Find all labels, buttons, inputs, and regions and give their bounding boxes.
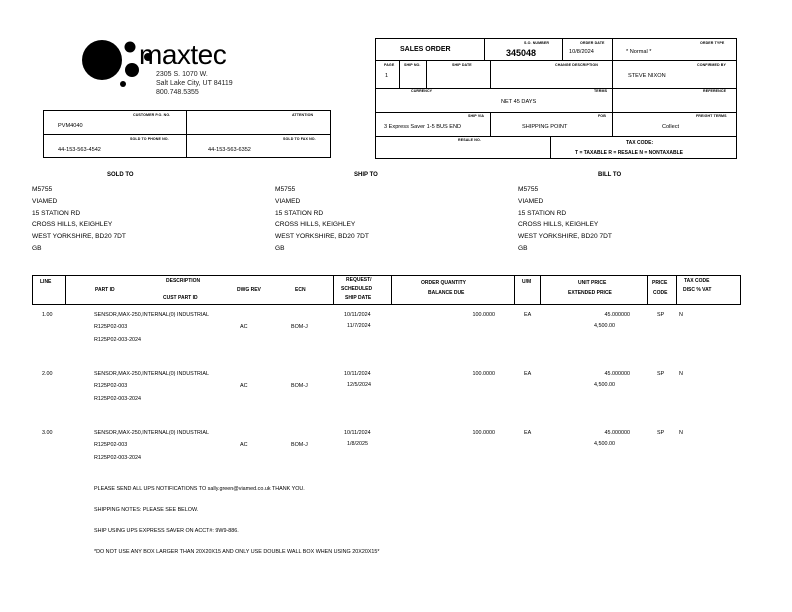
row-line-number: 2.00: [42, 371, 53, 377]
address-line: WEST YORKSHIRE, BD20 7DT: [32, 233, 126, 241]
ship-via-value: 3 Express Saver 1-5 BUS END: [384, 124, 462, 130]
company-address-line2: Salt Lake City, UT 84119: [156, 80, 233, 87]
sold-to-fax-label: SOLD TO FAX NO.: [283, 137, 316, 141]
currency-label: CURRENCY: [411, 89, 433, 93]
order-type-value: * Normal *: [626, 49, 652, 55]
col-request-header-3: SHIP DATE: [345, 295, 372, 301]
customer-po-value: PVM4040: [58, 123, 83, 129]
row-line-number: 1.00: [42, 312, 53, 318]
col-order-qty-header: ORDER QUANTITY: [421, 280, 466, 286]
sold-to-phone-value: 44-153-563-4542: [58, 147, 101, 153]
address-line: WEST YORKSHIRE, BD20 7DT: [275, 233, 369, 241]
order-type-label: ORDER TYPE: [700, 41, 725, 45]
row-dwg-rev: AC: [240, 324, 248, 330]
col-um-header: U/M: [522, 279, 532, 285]
row-um: EA: [524, 312, 532, 318]
address-line: VIAMED: [32, 197, 58, 205]
row-quantity: 100.0000: [472, 371, 495, 377]
col-cust-part-id-header: CUST PART ID: [163, 295, 198, 301]
col-line-header: LINE: [40, 279, 52, 285]
note-box-size: *DO NOT USE ANY BOX LARGER THAN 20X20X15 AND ONLY USE DOUBLE WALL BOX WHEN USING 20X20X15*: [94, 549, 380, 555]
address-line: 15 STATION RD: [518, 209, 567, 217]
ship-to-address: [275, 184, 369, 255]
reference-label: REFERENCE: [703, 89, 727, 93]
row-tax-code: N: [679, 430, 683, 436]
address-line: GB: [275, 244, 285, 252]
row-extended-price: 4,500.00: [594, 441, 615, 447]
col-price-code-header-2: CODE: [653, 290, 668, 296]
change-description-label: CHANGE DESCRIPTION: [555, 63, 598, 67]
so-number-label: S.O. NUMBER: [524, 41, 550, 45]
row-ecn: BOM-J: [291, 442, 308, 448]
row-extended-price: 4,500.00: [594, 382, 615, 388]
address-line: GB: [32, 244, 42, 252]
row-request-date: 10/11/2024: [344, 371, 371, 377]
row-um: EA: [524, 430, 532, 436]
row-unit-price: 45.000000: [604, 371, 630, 377]
fob-value: SHIPPING POINT: [522, 124, 568, 130]
col-request-header-2: SCHEDULED: [341, 286, 373, 292]
note-ups-account: SHIP USING UPS EXPRESS SAVER ON ACCT#: 9W9-886.: [94, 528, 239, 534]
terms-value: NET 45 DAYS: [501, 99, 537, 105]
ship-no-label: SHIP NO.: [404, 63, 421, 67]
freight-terms-value: Collect: [662, 124, 680, 130]
col-unit-price-header: UNIT PRICE: [578, 280, 607, 286]
row-quantity: 100.0000: [472, 312, 495, 318]
ship-date-label: SHIP DATE: [452, 63, 472, 67]
tax-code-legend: T = TAXABLE R = RESALE N = NONTAXABLE: [575, 150, 684, 156]
confirmed-by-value: STEVE NIXON: [628, 73, 666, 79]
row-dwg-rev: AC: [240, 442, 248, 448]
row-unit-price: 45.000000: [604, 312, 630, 318]
row-tax-code: N: [679, 371, 683, 377]
row-part-id: R125P02-003: [94, 442, 128, 448]
row-part-id: R125P02-003: [94, 383, 128, 389]
address-line: CROSS HILLS, KEIGHLEY: [32, 221, 113, 229]
address-line: M5755: [518, 186, 539, 193]
customer-po-label: CUSTOMER P.O. NO.: [133, 113, 171, 117]
attention-label: ATTENTION: [292, 113, 314, 117]
note-shipping-notes: SHIPPING NOTES: PLEASE SEE BELOW.: [94, 507, 199, 513]
address-line: VIAMED: [518, 197, 544, 205]
row-request-date: 10/11/2024: [344, 312, 371, 318]
address-line: WEST YORKSHIRE, BD20 7DT: [518, 233, 612, 241]
freight-terms-label: FREIGHT TERMS: [696, 114, 727, 118]
col-request-header-1: REQUEST/: [346, 277, 372, 283]
note-ups-notifications: PLEASE SEND ALL UPS NOTIFICATIONS TO sally.green@viamed.co.uk THANK YOU.: [94, 486, 305, 492]
sales-order-box: [375, 38, 737, 159]
address-line: CROSS HILLS, KEIGHLEY: [518, 221, 599, 229]
company-address-line1: 2305 S. 1070 W.: [156, 71, 208, 78]
sold-to-address: [32, 184, 126, 255]
row-part-id: R125P02-003: [94, 324, 128, 330]
col-tax-code-header: TAX CODE: [684, 278, 710, 284]
row-um: EA: [524, 371, 532, 377]
address-line: M5755: [275, 186, 296, 193]
col-balance-due-header: BALANCE DUE: [428, 290, 465, 296]
so-number-value: 345048: [506, 48, 537, 58]
row-scheduled-date: 11/7/2024: [347, 323, 371, 329]
sales-order-title: SALES ORDER: [400, 46, 451, 53]
resale-no-label: RESALE NO.: [458, 138, 481, 142]
col-extended-price-header: EXTENDED PRICE: [568, 290, 612, 296]
logo-wordmark: maxtec: [139, 39, 227, 70]
sold-to-fax-value: 44-153-563-6352: [208, 147, 251, 153]
sold-to-phone-label: SOLD TO PHONE NO.: [130, 137, 169, 141]
row-unit-price: 45.000000: [604, 430, 630, 436]
ship-via-label: SHIP VIA: [468, 114, 485, 118]
sold-to-heading: SOLD TO: [107, 172, 134, 178]
col-description-header: DESCRIPTION: [166, 278, 201, 284]
row-dwg-rev: AC: [240, 383, 248, 389]
bill-to-heading: BILL TO: [598, 172, 622, 178]
ship-to-heading: SHIP TO: [354, 172, 378, 178]
address-line: 15 STATION RD: [32, 209, 81, 217]
company-phone: 800.748.5355: [156, 89, 199, 96]
row-tax-code: N: [679, 312, 683, 318]
col-dwg-rev-header: DWG REV: [237, 287, 261, 293]
col-ecn-header: ECN: [295, 287, 306, 293]
row-request-date: 10/11/2024: [344, 430, 371, 436]
order-date-label: ORDER DATE: [580, 41, 605, 45]
col-disc-vat-header: DISC % VAT: [683, 287, 712, 293]
address-line: 15 STATION RD: [275, 209, 324, 217]
order-date-value: 10/8/2024: [569, 49, 594, 55]
row-scheduled-date: 1/8/2025: [347, 441, 368, 447]
row-cust-part-id: R125P02-003-2024: [94, 396, 142, 402]
row-description: SENSOR,MAX-250,INTERNAL(0) INDUSTRIAL: [94, 371, 210, 377]
row-ecn: BOM-J: [291, 383, 308, 389]
address-line: M5755: [32, 186, 53, 193]
tax-code-label: TAX CODE:: [626, 140, 654, 146]
row-cust-part-id: R125P02-003-2024: [94, 455, 142, 461]
address-line: VIAMED: [275, 197, 301, 205]
address-line: GB: [518, 244, 528, 252]
row-price-code: SP: [657, 371, 665, 377]
row-price-code: SP: [657, 430, 665, 436]
row-scheduled-date: 12/5/2024: [347, 382, 371, 388]
row-line-number: 3.00: [42, 430, 53, 436]
line-items-header: [32, 275, 741, 305]
row-cust-part-id: R125P02-003-2024: [94, 337, 142, 343]
row-ecn: BOM-J: [291, 324, 308, 330]
row-quantity: 100.0000: [472, 430, 495, 436]
col-price-code-header-1: PRICE: [652, 280, 668, 286]
page-label: PAGE: [384, 63, 395, 67]
page-value: 1: [385, 73, 389, 79]
confirmed-by-label: CONFIRMED BY: [697, 63, 726, 67]
row-description: SENSOR,MAX-250,INTERNAL(0) INDUSTRIAL: [94, 430, 210, 436]
row-price-code: SP: [657, 312, 665, 318]
col-part-id-header: PART ID: [95, 287, 115, 293]
bill-to-address: [518, 184, 612, 255]
fob-label: FOB: [598, 114, 606, 118]
company-logo: [62, 30, 274, 96]
row-extended-price: 4,500.00: [594, 323, 615, 329]
row-description: SENSOR,MAX-250,INTERNAL(0) INDUSTRIAL: [94, 312, 210, 318]
terms-label: TERMS: [594, 89, 608, 93]
address-line: CROSS HILLS, KEIGHLEY: [275, 221, 356, 229]
